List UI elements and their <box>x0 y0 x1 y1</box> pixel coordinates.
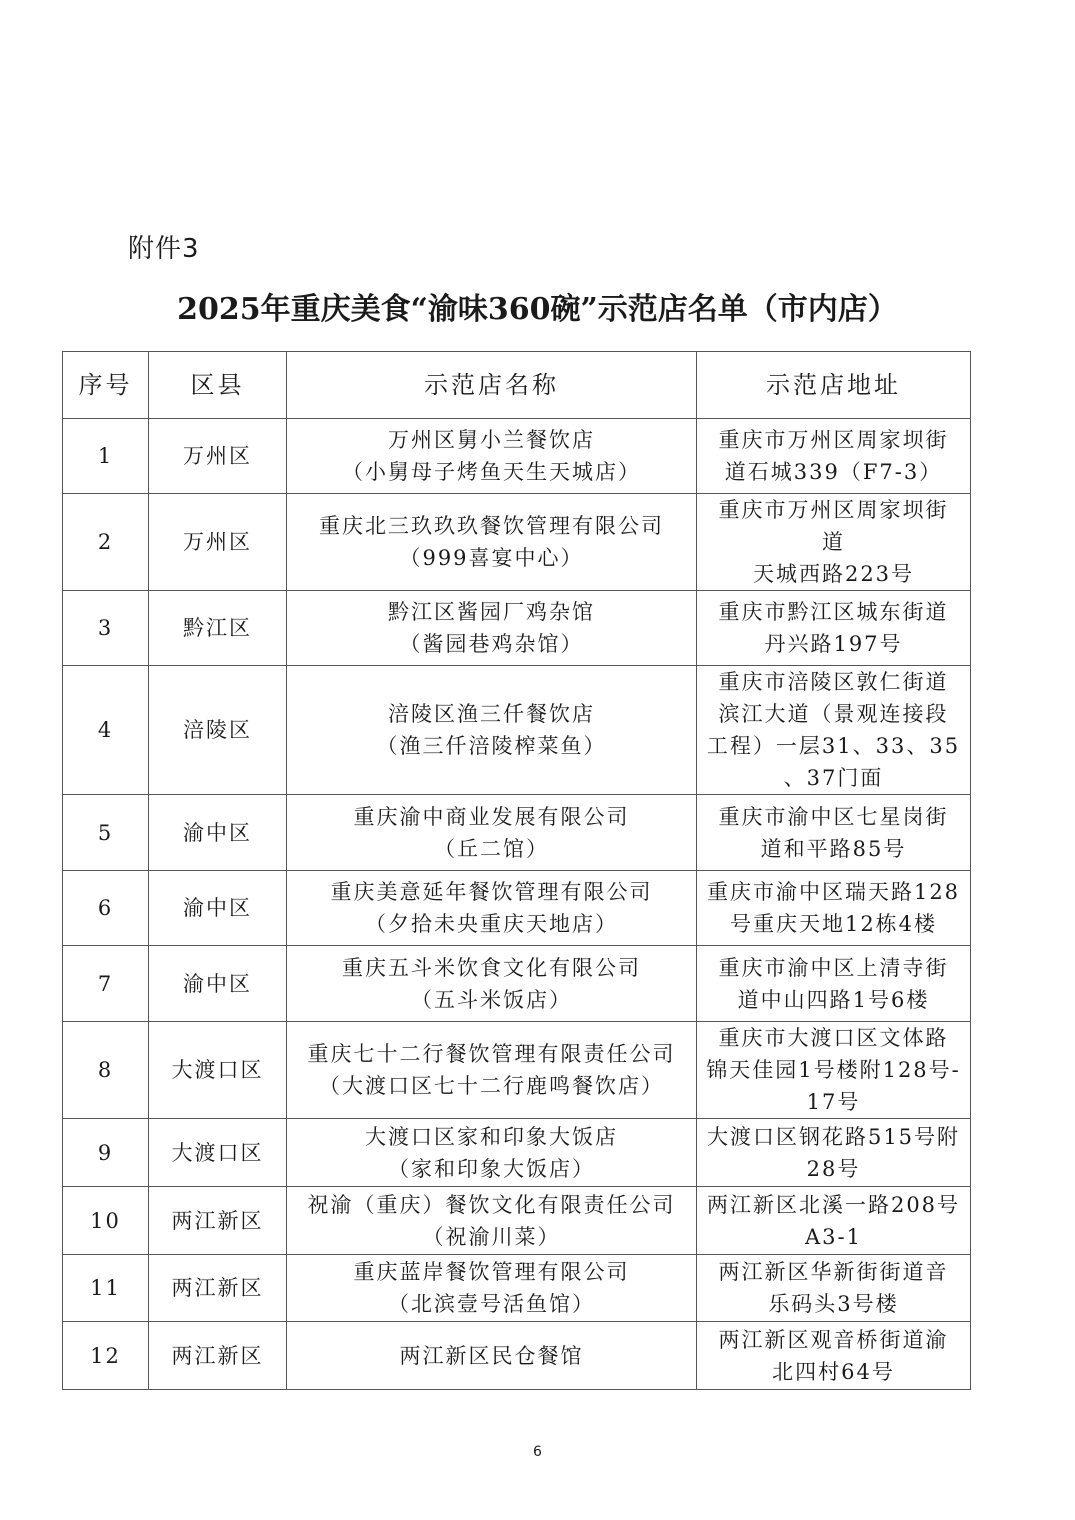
table-row <box>63 795 971 871</box>
header-district: 区县 <box>149 352 287 419</box>
row-no: 10 <box>63 1187 149 1255</box>
row-address <box>697 1022 971 1119</box>
name-line: 黔江区酱园厂鸡杂馆 <box>388 600 595 624</box>
address-line: 工程）一层31、33、35 <box>706 734 961 758</box>
row-address <box>697 1255 971 1322</box>
address-line: 号重庆天地12栋4楼 <box>729 912 938 936</box>
row-district: 万州区 <box>149 494 287 591</box>
address-line: 大渡口区钢花路515号附 <box>706 1124 961 1149</box>
row-no: 6 <box>63 871 149 946</box>
row-no: 2 <box>63 494 149 591</box>
row-name <box>287 1119 697 1187</box>
address-line: 28号 <box>806 1156 861 1181</box>
row-address <box>697 666 971 795</box>
address-line: 两江新区华新街街道音 <box>718 1260 949 1284</box>
name-line: （丘二馆） <box>434 836 549 861</box>
row-no: 5 <box>63 795 149 871</box>
table-row <box>63 1322 971 1390</box>
row-address <box>697 946 971 1022</box>
address-line: 滨江大道（景观连接段 <box>718 702 949 726</box>
row-address <box>697 591 971 666</box>
row-address <box>697 1322 971 1390</box>
name-line: 重庆渝中商业发展有限公司 <box>353 804 630 829</box>
address-line: 、37门面 <box>783 766 884 790</box>
name-line: 两江新区民仓餐馆 <box>399 1343 584 1368</box>
row-district: 渝中区 <box>149 946 287 1022</box>
row-district: 黔江区 <box>149 591 287 666</box>
name-line: 重庆七十二行餐饮管理有限责任公司 <box>307 1042 676 1066</box>
row-district: 两江新区 <box>149 1187 287 1255</box>
row-district: 渝中区 <box>149 795 287 871</box>
row-address <box>697 494 971 591</box>
document-title: 2025年重庆美食“渝味360碗”示范店名单（市内店） <box>177 292 898 327</box>
name-line: 重庆北三玖玖玖餐饮管理有限公司 <box>319 514 664 538</box>
address-line: A3-1 <box>805 1224 862 1249</box>
name-line: （渔三仟涪陵榨菜鱼） <box>376 734 607 758</box>
address-line: 重庆市渝中区瑞天路128 <box>706 880 961 904</box>
table-row <box>63 1119 971 1187</box>
row-district: 大渡口区 <box>149 1022 287 1119</box>
name-line: 重庆蓝岸餐饮管理有限公司 <box>353 1260 630 1284</box>
header-no: 序号 <box>63 352 149 419</box>
table-row <box>63 1255 971 1322</box>
row-name <box>287 1255 697 1322</box>
address-line: 锦天佳园1号楼附128号- <box>706 1058 961 1082</box>
table-row <box>63 666 971 795</box>
name-line: 重庆美意延年餐饮管理有限公司 <box>330 880 653 904</box>
address-line: 丹兴路197号 <box>764 632 903 656</box>
row-no: 8 <box>63 1022 149 1119</box>
row-district: 涪陵区 <box>149 666 287 795</box>
row-no: 1 <box>63 419 149 494</box>
name-line: （北滨壹号活鱼馆） <box>388 1292 595 1316</box>
name-line: （家和印象大饭店） <box>388 1156 595 1181</box>
table-row <box>63 591 971 666</box>
row-no: 7 <box>63 946 149 1022</box>
address-line: 北四村64号 <box>772 1359 895 1384</box>
row-address <box>697 1119 971 1187</box>
row-name <box>287 946 697 1022</box>
row-no: 12 <box>63 1322 149 1390</box>
row-name <box>287 1187 697 1255</box>
table-row <box>63 1022 971 1119</box>
store-list-table <box>62 351 971 1390</box>
row-name <box>287 795 697 871</box>
name-line: （999喜宴中心） <box>399 546 584 570</box>
name-line: 重庆五斗米饮食文化有限公司 <box>342 955 641 980</box>
row-district: 大渡口区 <box>149 1119 287 1187</box>
row-name <box>287 494 697 591</box>
name-line: （小舅母子烤鱼天生天城店） <box>342 460 641 484</box>
address-line: 重庆市涪陵区敦仁街道 <box>718 670 949 694</box>
row-district: 两江新区 <box>149 1255 287 1322</box>
header-address: 示范店地址 <box>697 352 971 419</box>
name-line: 涪陵区渔三仟餐饮店 <box>388 702 595 726</box>
address-line: 17号 <box>806 1090 861 1114</box>
address-line: 道 <box>822 530 845 554</box>
table-row <box>63 946 971 1022</box>
row-name <box>287 591 697 666</box>
row-no: 4 <box>63 666 149 795</box>
row-address <box>697 1187 971 1255</box>
table-header-row <box>63 352 971 419</box>
address-line: 两江新区观音桥街道渝 <box>718 1327 949 1352</box>
name-line: （酱园巷鸡杂馆） <box>399 632 584 656</box>
table-row <box>63 871 971 946</box>
row-no: 3 <box>63 591 149 666</box>
name-line: （祝渝川菜） <box>422 1224 561 1249</box>
address-line: 乐码头3号楼 <box>768 1292 899 1316</box>
table-row <box>63 419 971 494</box>
row-name <box>287 666 697 795</box>
address-line: 重庆市万州区周家坝街 <box>718 498 949 522</box>
name-line: （大渡口区七十二行鹿鸣餐饮店） <box>319 1074 664 1098</box>
page-number: 6 <box>533 1444 542 1460</box>
row-district: 渝中区 <box>149 871 287 946</box>
address-line: 重庆市黔江区城东街道 <box>718 600 949 624</box>
address-line: 重庆市万州区周家坝街 <box>718 428 949 452</box>
address-line: 道和平路85号 <box>760 836 907 861</box>
row-address <box>697 795 971 871</box>
row-no: 11 <box>63 1255 149 1322</box>
table-row <box>63 1187 971 1255</box>
address-line: 重庆市渝中区七星岗街 <box>718 804 949 829</box>
name-line: （夕拾未央重庆天地店） <box>365 912 618 936</box>
name-line: 万州区舅小兰餐饮店 <box>388 428 595 452</box>
name-line: 祝渝（重庆）餐饮文化有限责任公司 <box>307 1192 676 1217</box>
address-line: 道石城339（F7-3） <box>724 460 943 484</box>
row-no: 9 <box>63 1119 149 1187</box>
row-address <box>697 871 971 946</box>
address-line: 天城西路223号 <box>752 562 915 586</box>
header-name: 示范店名称 <box>287 352 697 419</box>
address-line: 两江新区北溪一路208号 <box>706 1192 961 1217</box>
address-line: 道中山四路1号6楼 <box>737 987 930 1012</box>
row-name <box>287 419 697 494</box>
table-row <box>63 494 971 591</box>
row-name <box>287 871 697 946</box>
row-district: 两江新区 <box>149 1322 287 1390</box>
row-district: 万州区 <box>149 419 287 494</box>
attachment-label: 附件3 <box>128 234 200 264</box>
row-name <box>287 1022 697 1119</box>
address-line: 重庆市渝中区上清寺街 <box>718 955 949 980</box>
row-name <box>287 1322 697 1390</box>
row-address <box>697 419 971 494</box>
address-line: 重庆市大渡口区文体路 <box>718 1026 949 1050</box>
name-line: 大渡口区家和印象大饭店 <box>365 1124 618 1149</box>
name-line: （五斗米饭店） <box>411 987 572 1012</box>
